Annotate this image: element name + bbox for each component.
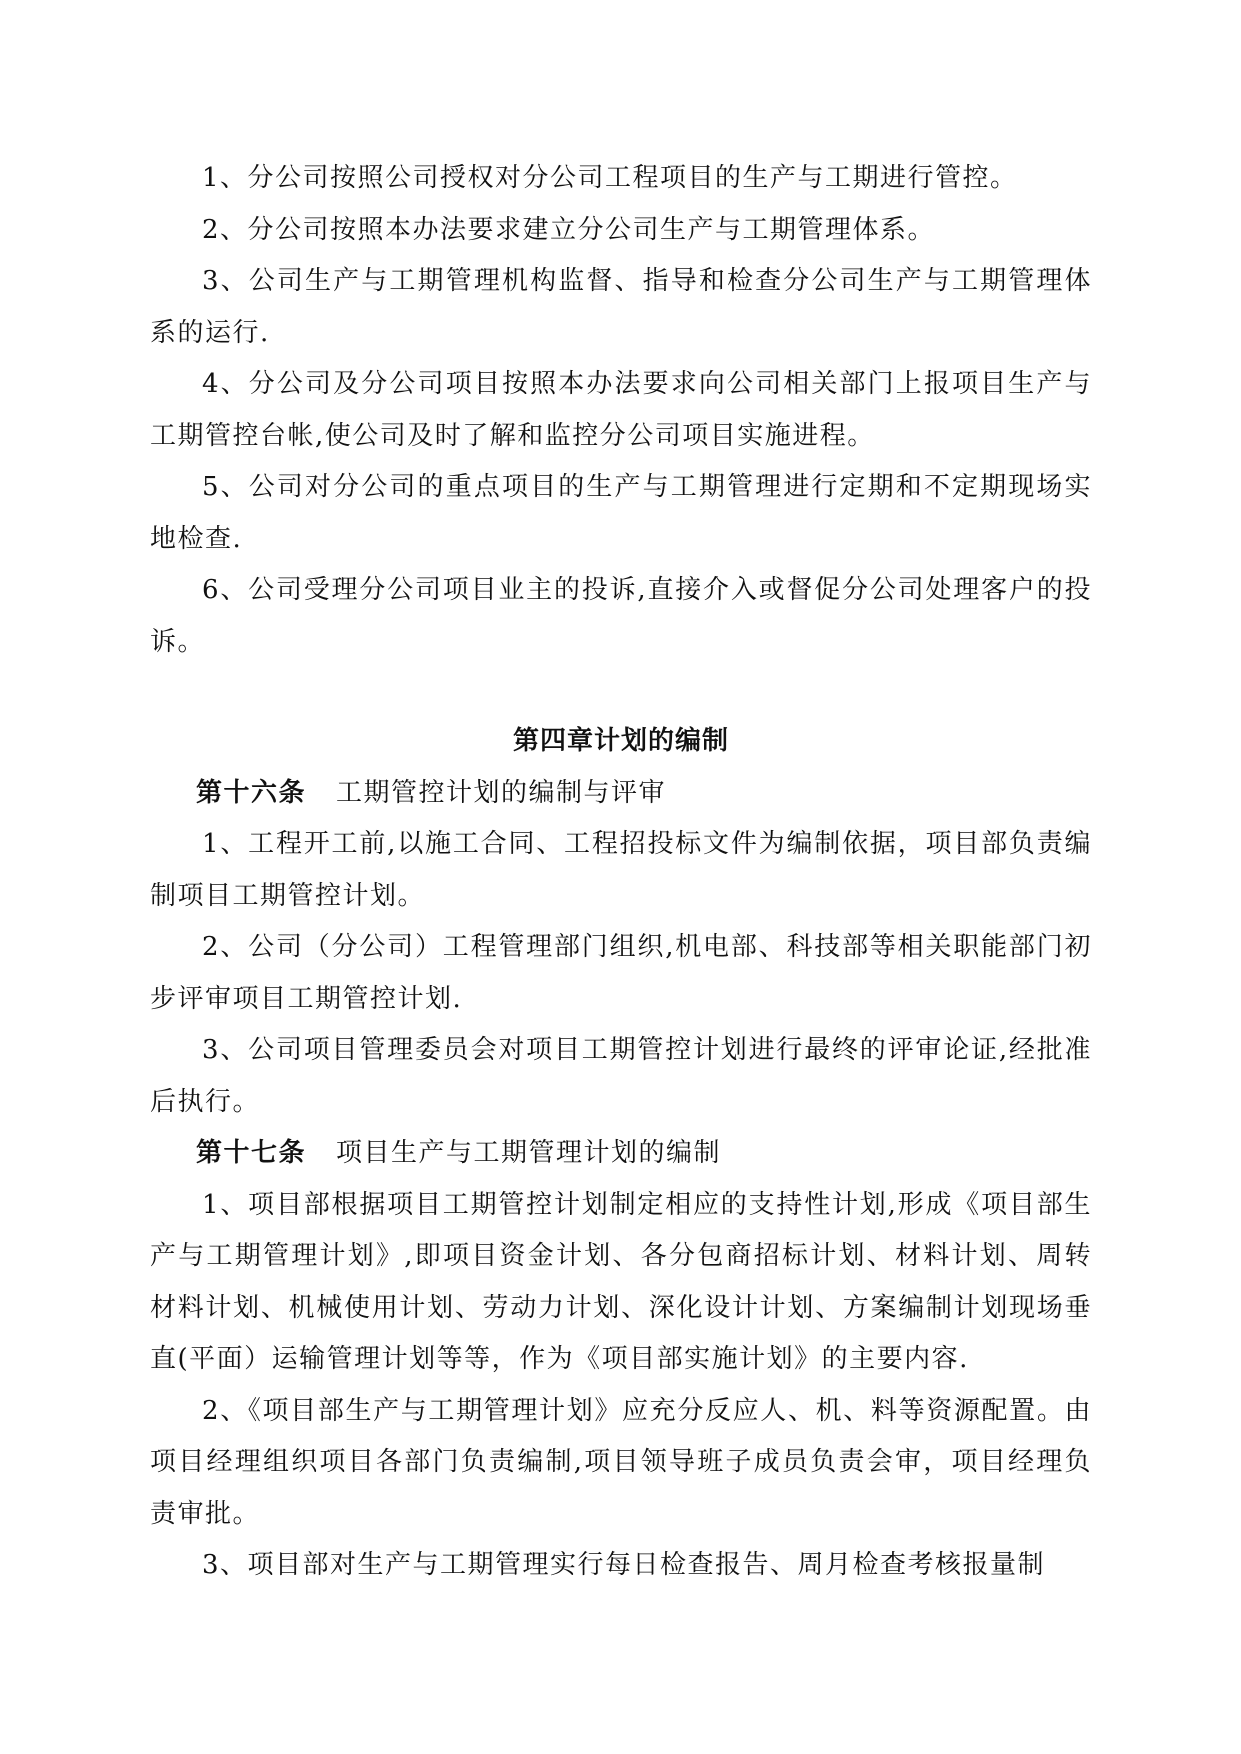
paragraph-branch-3: 3、公司生产与工期管理机构监督、指导和检查分公司生产与工期管理体系的运行. bbox=[150, 266, 1092, 348]
paragraph-branch-1: 1、分公司按照公司授权对分公司工程项目的生产与工期进行管控。 bbox=[202, 163, 1018, 193]
paragraph-art16-1: 1、工程开工前,以施工合同、工程招投标文件为编制依据，项目部负责编制项目工期管控计划。 bbox=[150, 829, 1092, 911]
paragraph-art16-2: 2、公司（分公司）工程管理部门组织,机电部、科技部等相关职能部门初步评审项目工期管控计划. bbox=[150, 932, 1092, 1014]
document-body bbox=[150, 153, 1092, 1592]
paragraph-art17-3: 3、项目部对生产与工期管理实行每日检查报告、周月检查考核报量制 bbox=[202, 1550, 1046, 1580]
chapter-heading: 第四章计划的编制 bbox=[512, 726, 729, 756]
article-17-heading bbox=[150, 1128, 1092, 1180]
article-16-title: 工期管控计划的编制与评审 bbox=[336, 777, 667, 808]
paragraph-art17-2: 2、《项目部生产与工期管理计划》应充分反应人、机、料等资源配置。由项目经理组织项目各部门负责编制,项目领导班子成员负责会审，项目经理负责审批。 bbox=[150, 1395, 1092, 1529]
article-17-title: 项目生产与工期管理计划的编制 bbox=[336, 1138, 722, 1168]
paragraph-branch-4: 4、分公司及分公司项目按照本办法要求向公司相关部门上报项目生产与工期管控台帐,使公司及时了解和监控分公司项目实施进程。 bbox=[150, 369, 1092, 451]
paragraph-art17-1: 1、项目部根据项目工期管控计划制定相应的支持性计划,形成《项目部生产与工期管理计划》,即项目资金计划、各分包商招标计划、材料计划、周转材料计划、机械使用计划、劳动力计划、深化设计计划、方案编制计划现场垂直(平面）运输管理计划等等，作为《项目部实施计划》的主要内容. bbox=[150, 1189, 1092, 1374]
paragraph-branch-2: 2、分公司按照本办法要求建立分公司生产与工期管理体系。 bbox=[202, 214, 936, 245]
paragraph-branch-5: 5、公司对分公司的重点项目的生产与工期管理进行定期和不定期现场实地检查. bbox=[150, 472, 1092, 554]
article-16-number: 第十六条 bbox=[196, 777, 307, 808]
article-16-heading bbox=[150, 768, 1092, 820]
paragraph-art16-3: 3、公司项目管理委员会对项目工期管控计划进行最终的评审论证,经批准后执行。 bbox=[150, 1035, 1092, 1117]
article-17-number: 第十七条 bbox=[196, 1138, 307, 1168]
paragraph-branch-6: 6、公司受理分公司项目业主的投诉,直接介入或督促分公司处理客户的投诉。 bbox=[150, 575, 1092, 657]
